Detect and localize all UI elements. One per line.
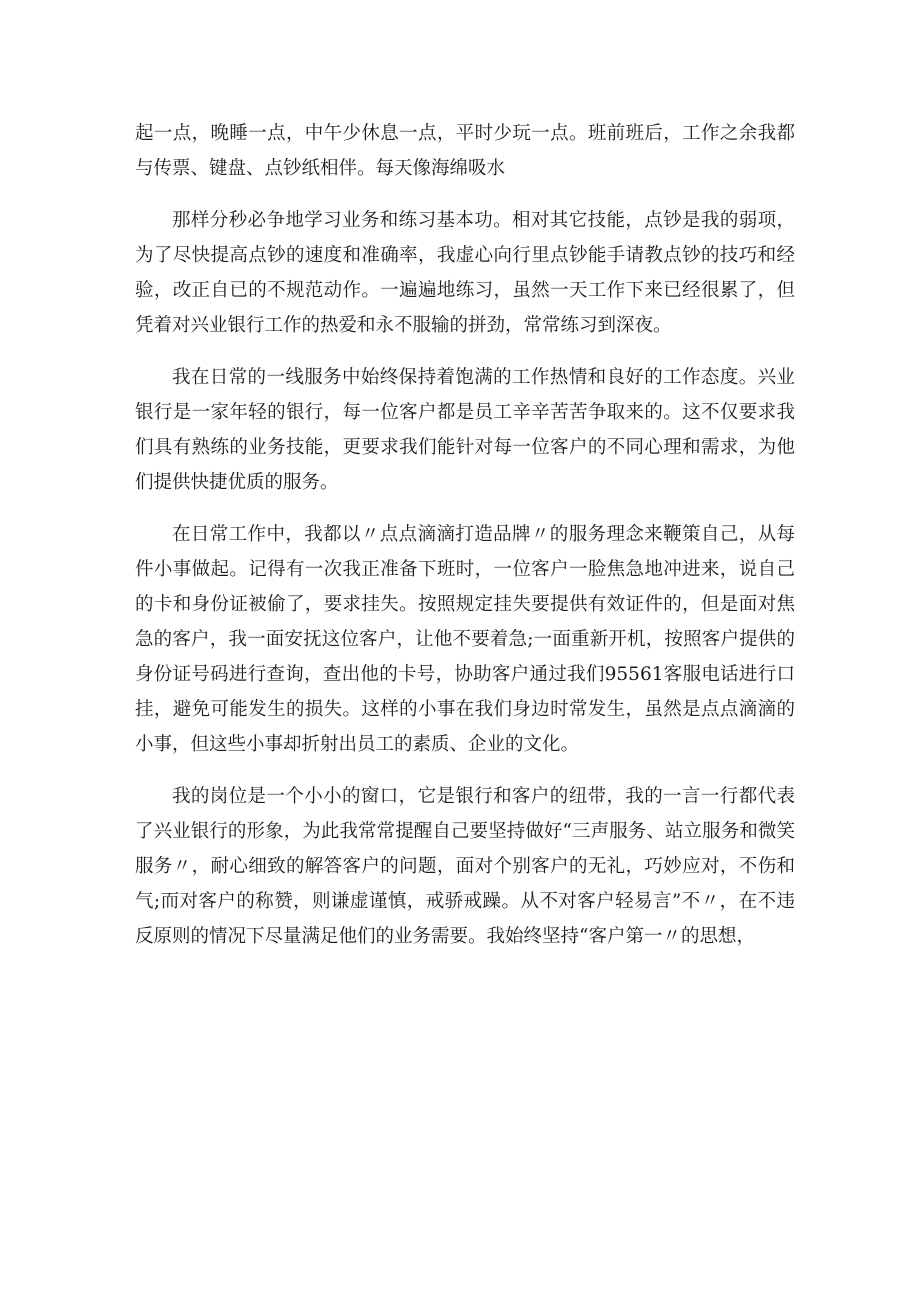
paragraph-1: 起一点，晚睡一点，中午少休息一点，平时少玩一点。班前班后，工作之余我都与传票、键盘、点钞纸相伴。每天像海绵吸水 — [135, 123, 795, 179]
paragraph-2: 那样分秒必争地学习业务和练习基本功。相对其它技能，点钞是我的弱项，为了尽快提高点钞的速度和准确率，我虚心向行里点钞能手请教点钞的技巧和经验，改正自已的不规范动作。一遍遍地练习，虽然一天工作下来已经很累了，但凭着对兴业银行工作的热爱和永不服输的拼劲，常常练习到深夜。 — [135, 210, 795, 336]
document-body — [135, 116, 795, 971]
paragraph-3: 我在日常的一线服务中始终保持着饱满的工作热情和良好的工作态度。兴业银行是一家年轻的银行，每一位客户都是员工辛辛苦苦争取来的。这不仅要求我们具有熟练的业务技能，更要求我们能针对每一位客户的不同心理和需求，为他们提供快捷优质的服务。 — [135, 367, 795, 493]
paragraph-5: 我的岗位是一个小小的窗口，它是银行和客户的纽带，我的一言一行都代表了兴业银行的形象，为此我常常提醒自己要坚持做好“三声服务、站立服务和微笑服务〃，耐心细致的解答客户的问题，面对个别客户的无礼，巧妙应对，不伤和气;而对客户的称赞，则谦虚谨慎，戒骄戒躁。从不对客户轻易言”不〃，在不违反原则的情况下尽量满足他们的业务需要。我始终坚持“客户第一〃的思想， — [135, 786, 795, 947]
paragraph-4: 在日常工作中，我都以〃点点滴滴打造品牌〃的服务理念来鞭策自己，从每件小事做起。记得有一次我正准备下班时，一位客户一脸焦急地冲进来，说自己的卡和身份证被偷了，要求挂失。按照规定挂失要提供有效证件的，但是面对焦急的客户，我一面安抚这位客户，让他不要着急;一面重新开机，按照客户提供的身份证号码进行查询，查出他的卡号，协助客户通过我们95561客服电话进行口挂，避免可能发生的损失。这样的小事在我们身边时常发生，虽然是点点滴滴的小事，但这些小事却折射出员工的素质、企业的文化。 — [135, 524, 795, 755]
